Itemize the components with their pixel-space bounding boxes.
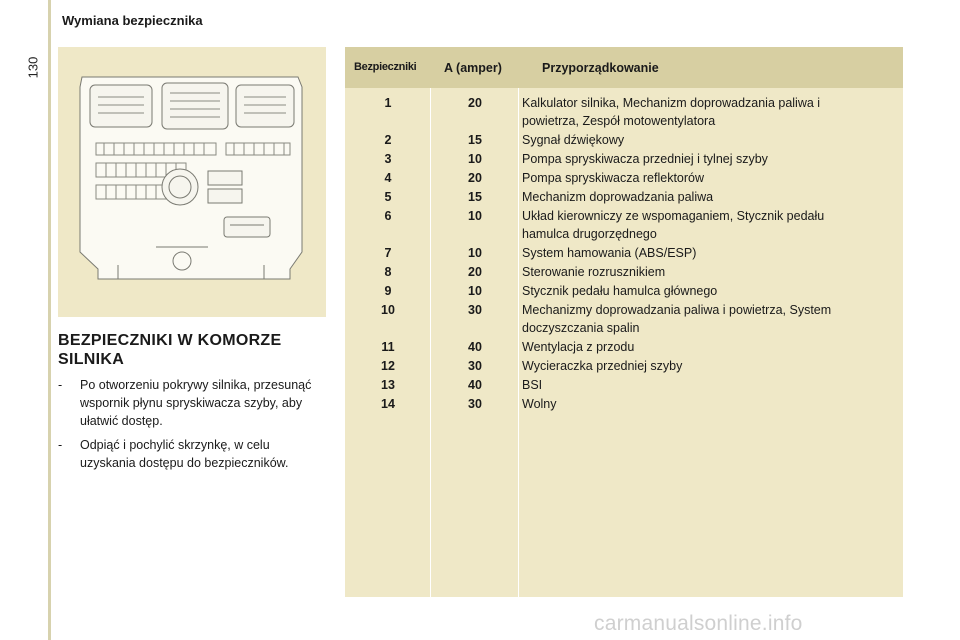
fuse-assignment: Kalkulator silnika, Mechanizm doprowadzania paliwa i powietrza, Zespół motowentylatora [522, 96, 821, 128]
table-row [345, 207, 903, 243]
fuse-number: 5 [384, 190, 392, 204]
fuse-amperage: 20 [468, 265, 482, 279]
fuse-assignment: Sterowanie rozrusznikiem [522, 265, 666, 279]
table-row [345, 131, 903, 149]
fuse-amperage: 30 [468, 359, 482, 373]
section-header: Wymiana bezpiecznika [62, 13, 203, 28]
fuse-amperage: 15 [468, 133, 482, 147]
fuse-box-diagram-icon [58, 47, 326, 317]
fuse-table [345, 47, 903, 597]
table-row [345, 244, 903, 262]
fuse-number: 2 [384, 133, 392, 147]
table-row [345, 188, 903, 206]
fuse-assignment: Wycieraczka przedniej szyby [522, 359, 683, 373]
header-fuse: Bezpieczniki [354, 61, 417, 73]
fuse-number: 7 [384, 246, 392, 260]
table-row [345, 376, 903, 394]
header-assignment: Przyporządkowanie [542, 61, 659, 75]
fuse-amperage: 20 [468, 171, 482, 185]
instruction-list [58, 376, 328, 478]
side-accent-bar [48, 0, 51, 640]
fuse-number: 1 [384, 96, 392, 110]
fuse-number: 11 [381, 340, 395, 354]
fuse-number: 9 [384, 284, 392, 298]
fuse-amperage: 10 [468, 209, 482, 223]
fuse-number: 4 [384, 171, 392, 185]
fuse-box-figure [58, 47, 326, 317]
table-row [345, 357, 903, 375]
fuse-number: 8 [384, 265, 392, 279]
table-row [345, 263, 903, 281]
fuse-number: 3 [384, 152, 392, 166]
table-row [345, 338, 903, 356]
fuse-amperage: 15 [468, 190, 482, 204]
fuse-amperage: 10 [468, 284, 482, 298]
instruction-text: Odpiąć i pochylić skrzynkę, w celu uzyskania dostępu do bezpieczników. [80, 438, 289, 470]
instruction-item [58, 376, 328, 430]
table-row [345, 282, 903, 300]
instruction-item [58, 436, 328, 472]
fuse-assignment: Pompa spryskiwacza reflektorów [522, 171, 705, 185]
fuse-number: 13 [381, 378, 395, 392]
fuse-number: 6 [384, 209, 392, 223]
dash-bullet: - [58, 438, 63, 452]
fuse-assignment: Układ kierowniczy ze wspomaganiem, Stycznik pedału hamulca drugorzędnego [522, 209, 825, 241]
table-row [345, 169, 903, 187]
fuse-amperage: 40 [468, 378, 482, 392]
table-body [345, 94, 903, 414]
fuse-number: 10 [381, 303, 395, 317]
fuse-assignment: Wentylacja z przodu [522, 340, 635, 354]
fuse-assignment: Mechanizmy doprowadzania paliwa i powietrza, System doczyszczania spalin [522, 303, 832, 335]
table-header [345, 47, 903, 88]
fuse-amperage: 30 [468, 397, 482, 411]
table-row [345, 301, 903, 337]
watermark: carmanualsonline.info [594, 612, 803, 635]
dash-bullet: - [58, 378, 63, 392]
fuse-assignment: Pompa spryskiwacza przedniej i tylnej szyby [522, 152, 768, 166]
section-heading: BEZPIECZNIKI W KOMORZE SILNIKA [58, 332, 282, 368]
fuse-number: 14 [381, 397, 395, 411]
header-amp: A (amper) [444, 61, 502, 75]
instruction-text: Po otworzeniu pokrywy silnika, przesunąć wspornik płynu spryskiwacza szyby, aby ułatwić dostęp. [80, 378, 312, 428]
fuse-amperage: 10 [468, 246, 482, 260]
fuse-assignment: BSI [522, 378, 543, 392]
fuse-assignment: Mechanizm doprowadzania paliwa [522, 190, 714, 204]
table-row [345, 395, 903, 413]
fuse-assignment: Stycznik pedału hamulca głównego [522, 284, 718, 298]
fuse-assignment: System hamowania (ABS/ESP) [522, 246, 697, 260]
page-number: 130 [25, 56, 41, 79]
fuse-number: 12 [381, 359, 395, 373]
fuse-assignment: Wolny [522, 397, 557, 411]
fuse-assignment: Sygnał dźwiękowy [522, 133, 625, 147]
fuse-amperage: 30 [468, 303, 482, 317]
fuse-amperage: 40 [468, 340, 482, 354]
fuse-amperage: 10 [468, 152, 482, 166]
table-row [345, 150, 903, 168]
table-row [345, 94, 903, 130]
fuse-amperage: 20 [468, 96, 482, 110]
